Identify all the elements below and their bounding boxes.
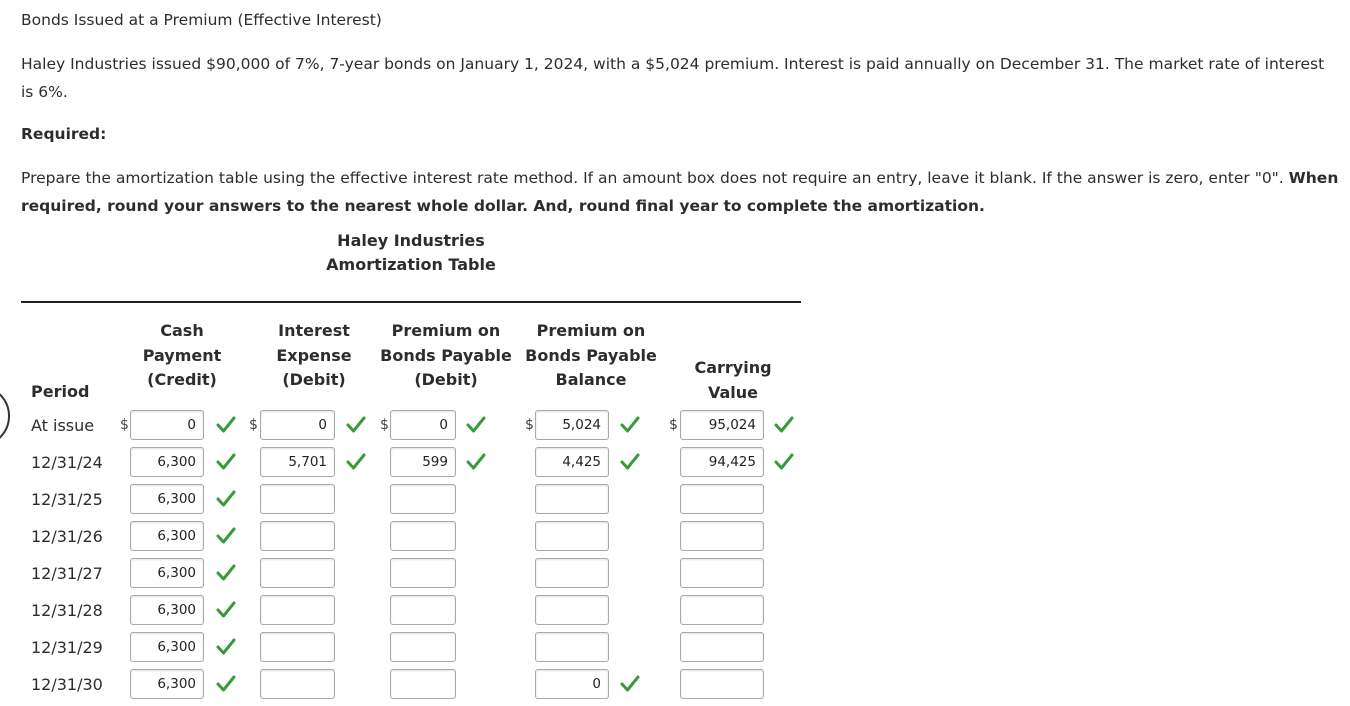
carrying-input[interactable] (680, 558, 764, 588)
instructions (21, 164, 1341, 220)
period-label: 12/31/29 (31, 638, 103, 657)
premium-input[interactable] (390, 484, 456, 514)
header-premium-line1: Premium on (391, 321, 501, 340)
interest-input[interactable] (260, 669, 335, 699)
interest-input[interactable] (260, 521, 335, 551)
header-cash-payment (112, 319, 252, 393)
interest-input[interactable] (260, 595, 335, 625)
balance-input[interactable] (535, 632, 609, 662)
interest-input[interactable]: 0 (260, 410, 335, 440)
premium-input[interactable]: 599 (390, 447, 456, 477)
header-interest-line2: Expense (276, 345, 352, 365)
table-name: Amortization Table (326, 255, 496, 274)
header-carrying-line1: Carrying (694, 358, 772, 377)
balance-input[interactable]: 0 (535, 669, 609, 699)
header-cash-line3: (Credit) (147, 370, 217, 389)
checkmark-icon (620, 675, 640, 693)
dollar-sign: $ (669, 417, 678, 433)
header-carrying-line2: Value (707, 382, 759, 402)
table-top-rule (21, 301, 801, 303)
balance-input[interactable] (535, 595, 609, 625)
period-label: 12/31/28 (31, 601, 103, 620)
premium-input[interactable] (390, 558, 456, 588)
carrying-input[interactable] (680, 669, 764, 699)
instructions-rounding-note: When required, round your answers to the nearest whole dollar. And, round final year to complete the amortization. (21, 169, 1339, 215)
header-premium-balance (516, 319, 666, 393)
premium-input[interactable]: 0 (390, 410, 456, 440)
balance-input[interactable] (535, 521, 609, 551)
period-label: At issue (31, 416, 95, 435)
cash-input[interactable]: 6,300 (130, 632, 204, 662)
period-label: 12/31/27 (31, 564, 103, 583)
carrying-input[interactable] (680, 521, 764, 551)
cash-input[interactable]: 6,300 (130, 447, 204, 477)
required-label: Required: (21, 125, 107, 143)
checkmark-icon (216, 638, 236, 656)
dollar-sign: $ (249, 417, 258, 433)
cash-input[interactable]: 6,300 (130, 595, 204, 625)
checkmark-icon (216, 564, 236, 582)
checkmark-icon (466, 453, 486, 471)
balance-input[interactable]: 4,425 (535, 447, 609, 477)
carrying-input[interactable] (680, 595, 764, 625)
balance-input[interactable] (535, 484, 609, 514)
header-balance-line1: Premium on (536, 321, 646, 340)
checkmark-icon (216, 675, 236, 693)
header-period: Period (31, 382, 90, 401)
checkmark-icon (346, 416, 366, 434)
header-interest-line3: (Debit) (282, 370, 346, 389)
header-premium-line2: Bonds Payable (380, 345, 512, 365)
checkmark-icon (774, 416, 794, 434)
cash-input[interactable]: 6,300 (130, 669, 204, 699)
cash-input[interactable]: 0 (130, 410, 204, 440)
header-interest-expense (244, 319, 384, 393)
checkmark-icon (216, 601, 236, 619)
interest-input[interactable]: 5,701 (260, 447, 335, 477)
checkmark-icon (216, 527, 236, 545)
cursor-circle-marker (0, 385, 10, 447)
header-premium-debit (371, 319, 521, 393)
premium-input[interactable] (390, 669, 456, 699)
carrying-input[interactable]: 94,425 (680, 447, 764, 477)
balance-input[interactable]: 5,024 (535, 410, 609, 440)
dollar-sign: $ (120, 417, 129, 433)
premium-input[interactable] (390, 632, 456, 662)
header-interest-line1: Interest (278, 321, 350, 340)
problem-intro: Haley Industries issued $90,000 of 7%, 7-year bonds on January 1, 2024, with a $5,024 premium. Interest is paid annually on December 31. The market rate of interest is 6%. (21, 55, 1325, 101)
header-cash-line2: Payment (142, 345, 222, 365)
interest-input[interactable] (260, 632, 335, 662)
dollar-sign: $ (380, 417, 389, 433)
period-label: 12/31/26 (31, 527, 103, 546)
checkmark-icon (620, 453, 640, 471)
header-balance-line3: Balance (555, 370, 627, 389)
period-label: 12/31/25 (31, 490, 103, 509)
checkmark-icon (346, 453, 366, 471)
premium-input[interactable] (390, 595, 456, 625)
cash-input[interactable]: 6,300 (130, 484, 204, 514)
cash-input[interactable]: 6,300 (130, 558, 204, 588)
instructions-text: Prepare the amortization table using the effective interest rate method. If an amount box does not require an entry, leave it blank. If the answer is zero, enter "0". (21, 169, 1289, 187)
header-premium-line3: (Debit) (414, 370, 478, 389)
interest-input[interactable] (260, 484, 335, 514)
checkmark-icon (216, 416, 236, 434)
carrying-input[interactable]: 95,024 (680, 410, 764, 440)
carrying-input[interactable] (680, 632, 764, 662)
checkmark-icon (466, 416, 486, 434)
header-carrying-value (673, 356, 793, 405)
cash-input[interactable]: 6,300 (130, 521, 204, 551)
period-label: 12/31/30 (31, 675, 103, 694)
checkmark-icon (216, 490, 236, 508)
checkmark-icon (774, 453, 794, 471)
carrying-input[interactable] (680, 484, 764, 514)
page-title: Bonds Issued at a Premium (Effective Interest) (21, 11, 382, 29)
table-company-name: Haley Industries (337, 231, 485, 250)
balance-input[interactable] (535, 558, 609, 588)
dollar-sign: $ (525, 417, 534, 433)
header-balance-line2: Bonds Payable (525, 345, 657, 365)
header-cash-line1: Cash (160, 321, 204, 340)
period-label: 12/31/24 (31, 453, 103, 472)
interest-input[interactable] (260, 558, 335, 588)
checkmark-icon (216, 453, 236, 471)
checkmark-icon (620, 416, 640, 434)
premium-input[interactable] (390, 521, 456, 551)
